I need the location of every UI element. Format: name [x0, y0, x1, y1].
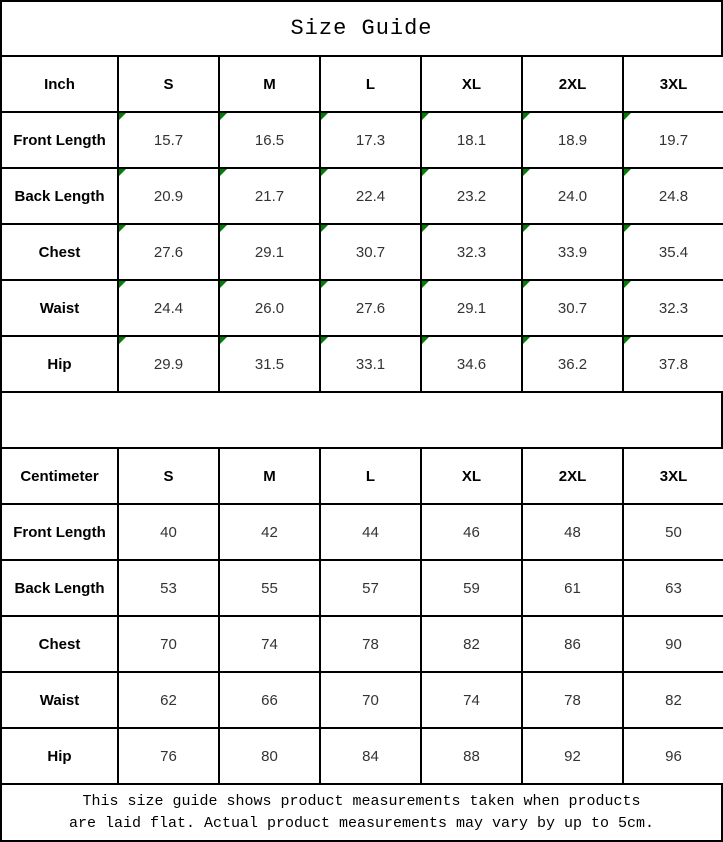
value-cell	[219, 280, 320, 336]
table-row	[1, 560, 723, 616]
table-separator	[0, 393, 723, 449]
value-text: 59	[463, 579, 480, 597]
value-cell	[219, 168, 320, 224]
table-row	[1, 728, 723, 784]
size-table-centimeter	[0, 447, 723, 785]
green-corner-marker-icon	[321, 113, 328, 120]
size-table-centimeter-body	[1, 504, 723, 784]
value-text: 23.2	[456, 187, 487, 205]
value-cell	[623, 168, 723, 224]
footer-note-line-2: are laid flat. Actual product measurements may vary by up to 5cm.	[68, 814, 655, 832]
table-row	[1, 336, 723, 392]
column-header-3xl: 3XL	[623, 56, 723, 112]
green-corner-marker-icon	[624, 281, 631, 288]
green-corner-marker-icon	[624, 225, 631, 232]
value-text: 37.8	[658, 355, 689, 373]
green-corner-marker-icon	[523, 225, 530, 232]
value-text: 82	[665, 691, 682, 709]
row-label: Back Length	[1, 168, 118, 224]
value-text: 55	[261, 579, 278, 597]
value-cell	[623, 280, 723, 336]
value-text: 32.3	[456, 243, 487, 261]
green-corner-marker-icon	[119, 281, 126, 288]
green-corner-marker-icon	[523, 337, 530, 344]
value-text: 30.7	[355, 243, 386, 261]
value-text: 86	[564, 635, 581, 653]
value-text: 53	[160, 579, 177, 597]
green-corner-marker-icon	[422, 113, 429, 120]
value-text: 27.6	[355, 299, 386, 317]
row-label: Hip	[1, 728, 118, 784]
value-cell	[421, 672, 522, 728]
value-text: 17.3	[355, 131, 386, 149]
value-cell	[623, 728, 723, 784]
value-cell	[320, 336, 421, 392]
value-cell	[118, 728, 219, 784]
footer-note	[0, 783, 723, 842]
value-cell	[219, 112, 320, 168]
green-corner-marker-icon	[422, 169, 429, 176]
column-header-3xl: 3XL	[623, 448, 723, 504]
table-row	[1, 224, 723, 280]
value-text: 19.7	[658, 131, 689, 149]
column-header-xl: XL	[421, 448, 522, 504]
value-text: 24.8	[658, 187, 689, 205]
value-cell	[118, 672, 219, 728]
value-text: 92	[564, 747, 581, 765]
value-text: 96	[665, 747, 682, 765]
table-row	[1, 280, 723, 336]
value-text: 22.4	[355, 187, 386, 205]
value-text: 42	[261, 523, 278, 541]
green-corner-marker-icon	[220, 169, 227, 176]
value-cell	[421, 616, 522, 672]
green-corner-marker-icon	[321, 225, 328, 232]
value-text: 33.1	[355, 355, 386, 373]
green-corner-marker-icon	[624, 337, 631, 344]
value-cell	[219, 728, 320, 784]
value-cell	[522, 560, 623, 616]
green-corner-marker-icon	[119, 225, 126, 232]
value-cell	[522, 280, 623, 336]
green-corner-marker-icon	[321, 337, 328, 344]
table-row	[1, 672, 723, 728]
green-corner-marker-icon	[220, 281, 227, 288]
value-text: 15.7	[153, 131, 184, 149]
value-cell	[421, 112, 522, 168]
value-text: 35.4	[658, 243, 689, 261]
green-corner-marker-icon	[119, 113, 126, 120]
table-row	[1, 112, 723, 168]
size-table-inch	[0, 55, 723, 393]
green-corner-marker-icon	[321, 169, 328, 176]
value-cell	[118, 168, 219, 224]
value-text: 18.1	[456, 131, 487, 149]
green-corner-marker-icon	[422, 281, 429, 288]
value-cell	[522, 224, 623, 280]
value-text: 29.9	[153, 355, 184, 373]
value-cell	[320, 280, 421, 336]
green-corner-marker-icon	[321, 281, 328, 288]
value-text: 29.1	[456, 299, 487, 317]
column-header-l: L	[320, 56, 421, 112]
value-cell	[320, 224, 421, 280]
green-corner-marker-icon	[523, 113, 530, 120]
green-corner-marker-icon	[220, 225, 227, 232]
value-text: 20.9	[153, 187, 184, 205]
green-corner-marker-icon	[422, 337, 429, 344]
row-label: Front Length	[1, 112, 118, 168]
value-cell	[219, 560, 320, 616]
column-header-s: S	[118, 448, 219, 504]
value-cell	[219, 336, 320, 392]
value-text: 46	[463, 523, 480, 541]
value-cell	[421, 728, 522, 784]
green-corner-marker-icon	[523, 281, 530, 288]
value-cell	[320, 560, 421, 616]
value-cell	[623, 672, 723, 728]
green-corner-marker-icon	[624, 169, 631, 176]
value-cell	[118, 504, 219, 560]
value-text: 80	[261, 747, 278, 765]
header-row-centimeter	[1, 448, 723, 504]
value-cell	[623, 504, 723, 560]
value-text: 18.9	[557, 131, 588, 149]
column-header-m: M	[219, 448, 320, 504]
value-cell	[219, 672, 320, 728]
value-text: 74	[261, 635, 278, 653]
value-text: 26.0	[254, 299, 285, 317]
value-cell	[219, 616, 320, 672]
value-text: 66	[261, 691, 278, 709]
title-bar	[0, 0, 723, 57]
value-cell	[522, 112, 623, 168]
unit-header-centimeter: Centimeter	[1, 448, 118, 504]
value-text: 30.7	[557, 299, 588, 317]
value-cell	[219, 224, 320, 280]
value-cell	[421, 504, 522, 560]
value-text: 24.4	[153, 299, 184, 317]
value-cell	[522, 616, 623, 672]
table-row	[1, 616, 723, 672]
value-cell	[118, 560, 219, 616]
row-label: Chest	[1, 616, 118, 672]
value-cell	[118, 112, 219, 168]
value-cell	[320, 616, 421, 672]
value-text: 76	[160, 747, 177, 765]
value-text: 40	[160, 523, 177, 541]
value-cell	[118, 336, 219, 392]
value-text: 36.2	[557, 355, 588, 373]
value-text: 50	[665, 523, 682, 541]
column-header-m: M	[219, 56, 320, 112]
value-cell	[320, 728, 421, 784]
value-cell	[421, 336, 522, 392]
value-cell	[522, 672, 623, 728]
value-cell	[522, 336, 623, 392]
value-text: 78	[362, 635, 379, 653]
value-cell	[320, 112, 421, 168]
value-cell	[421, 224, 522, 280]
value-cell	[219, 504, 320, 560]
value-text: 88	[463, 747, 480, 765]
unit-header-inch: Inch	[1, 56, 118, 112]
value-text: 32.3	[658, 299, 689, 317]
value-cell	[623, 616, 723, 672]
value-cell	[320, 168, 421, 224]
green-corner-marker-icon	[624, 113, 631, 120]
row-label: Waist	[1, 280, 118, 336]
value-cell	[623, 112, 723, 168]
green-corner-marker-icon	[220, 337, 227, 344]
size-table-inch-body	[1, 112, 723, 392]
value-cell	[623, 336, 723, 392]
footer-note-line-1: This size guide shows product measurements taken when products	[82, 792, 641, 810]
value-text: 16.5	[254, 131, 285, 149]
row-label: Hip	[1, 336, 118, 392]
green-corner-marker-icon	[523, 169, 530, 176]
value-text: 48	[564, 523, 581, 541]
value-text: 78	[564, 691, 581, 709]
row-label: Back Length	[1, 560, 118, 616]
value-cell	[320, 672, 421, 728]
value-text: 62	[160, 691, 177, 709]
value-cell	[118, 280, 219, 336]
value-cell	[421, 168, 522, 224]
value-text: 21.7	[254, 187, 285, 205]
row-label: Front Length	[1, 504, 118, 560]
value-text: 27.6	[153, 243, 184, 261]
value-cell	[320, 504, 421, 560]
row-label: Waist	[1, 672, 118, 728]
value-cell	[623, 560, 723, 616]
value-text: 70	[160, 635, 177, 653]
value-text: 61	[564, 579, 581, 597]
green-corner-marker-icon	[119, 337, 126, 344]
value-text: 57	[362, 579, 379, 597]
value-cell	[118, 616, 219, 672]
row-label: Chest	[1, 224, 118, 280]
value-text: 90	[665, 635, 682, 653]
value-text: 74	[463, 691, 480, 709]
value-text: 82	[463, 635, 480, 653]
table-row	[1, 168, 723, 224]
value-cell	[118, 224, 219, 280]
value-text: 44	[362, 523, 379, 541]
column-header-xl: XL	[421, 56, 522, 112]
column-header-s: S	[118, 56, 219, 112]
value-text: 31.5	[254, 355, 285, 373]
value-text: 63	[665, 579, 682, 597]
value-text: 29.1	[254, 243, 285, 261]
green-corner-marker-icon	[220, 113, 227, 120]
page-title: Size Guide	[290, 16, 433, 41]
value-text: 84	[362, 747, 379, 765]
value-text: 34.6	[456, 355, 487, 373]
value-text: 24.0	[557, 187, 588, 205]
green-corner-marker-icon	[119, 169, 126, 176]
header-row-inch	[1, 56, 723, 112]
value-cell	[421, 560, 522, 616]
value-text: 33.9	[557, 243, 588, 261]
value-text: 70	[362, 691, 379, 709]
green-corner-marker-icon	[422, 225, 429, 232]
column-header-2xl: 2XL	[522, 448, 623, 504]
value-cell	[421, 280, 522, 336]
column-header-2xl: 2XL	[522, 56, 623, 112]
column-header-l: L	[320, 448, 421, 504]
value-cell	[522, 728, 623, 784]
table-row	[1, 504, 723, 560]
value-cell	[522, 504, 623, 560]
value-cell	[623, 224, 723, 280]
value-cell	[522, 168, 623, 224]
